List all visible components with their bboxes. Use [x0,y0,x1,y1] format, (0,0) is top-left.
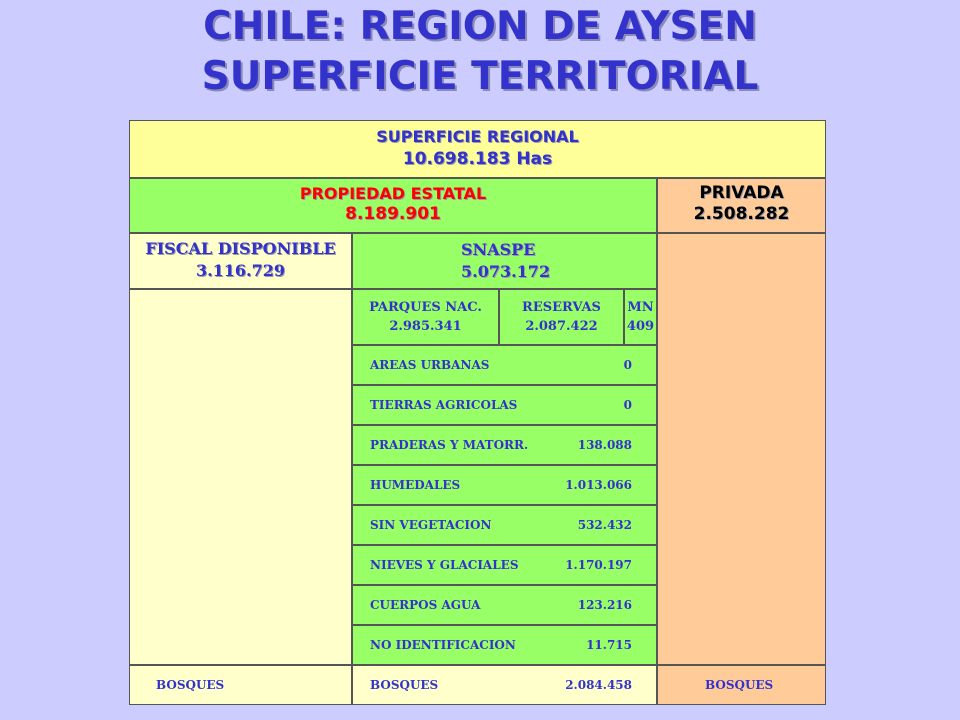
land-use-row [352,385,657,425]
land-use-value: 532.432 [577,518,632,532]
bosques-fiscal-cell [129,665,352,705]
land-use-label: BOSQUES [370,678,439,692]
land-use-value: 138.088 [577,438,632,452]
fiscal-disponible-label: FISCAL DISPONIBLE [145,239,336,258]
land-use-label: NO IDENTIFICACION [370,638,516,652]
snaspe-value: 5.073.172 [461,262,551,281]
mn-label: MN [627,300,654,315]
slide-title [0,2,960,102]
land-use-label: CUERPOS AGUA [370,598,481,612]
fiscal-disponible-value: 3.116.729 [195,261,286,280]
land-use-value: 1.013.066 [565,478,632,492]
title-line-1: CHILE: REGION DE AYSEN [203,4,757,49]
propiedad-estatal-label: PROPIEDAD ESTATAL [299,184,487,203]
bosques-fiscal-label: BOSQUES [156,678,225,692]
land-use-row [352,345,657,385]
land-use-value: 1.170.197 [565,558,632,572]
land-use-value: 2.084.458 [565,678,632,692]
reservas-box [499,289,624,345]
land-use-value: 11.715 [586,638,632,652]
land-use-label: AREAS URBANAS [370,358,490,372]
reservas-label: RESERVAS [522,300,601,315]
parques-label: PARQUES NAC. [369,300,482,315]
bosques-privada-cell [657,665,826,705]
land-use-label: HUMEDALES [370,478,461,492]
land-use-label: SIN VEGETACION [370,518,492,532]
land-use-row [352,585,657,625]
parques-value: 2.985.341 [389,319,462,334]
land-use-row-bosques [352,665,657,705]
privada-label: PRIVADA [699,183,784,203]
mn-value: 409 [626,319,655,334]
mn-box [624,289,657,345]
land-use-row [352,425,657,465]
land-use-row [352,625,657,665]
land-use-label: TIERRAS AGRICOLAS [370,398,518,412]
superficie-regional-value: 10.698.183 Has [402,149,553,169]
title-line-2: SUPERFICIE TERRITORIAL [201,54,759,99]
bosques-privada-label: BOSQUES [705,678,774,692]
snaspe-label: SNASPE [461,240,536,259]
propiedad-estatal-box [129,178,657,233]
snaspe-header [352,233,657,289]
privada-header-box [657,178,826,233]
superficie-regional-box [129,120,826,178]
fiscal-disponible-header [129,233,352,289]
reservas-value: 2.087.422 [525,319,598,334]
land-use-value: 0 [623,398,632,412]
land-use-row [352,465,657,505]
parques-box [352,289,499,345]
propiedad-estatal-value: 8.189.901 [345,204,441,224]
land-use-label: PRADERAS Y MATORR. [370,438,529,452]
privada-value: 2.508.282 [693,204,790,224]
fiscal-disponible-column [129,289,352,665]
land-use-label: NIEVES Y GLACIALES [370,558,519,572]
land-use-value: 0 [623,358,632,372]
privada-column [657,233,826,665]
land-use-value: 123.216 [577,598,632,612]
land-use-row [352,545,657,585]
land-use-row [352,505,657,545]
superficie-regional-label: SUPERFICIE REGIONAL [376,127,579,146]
